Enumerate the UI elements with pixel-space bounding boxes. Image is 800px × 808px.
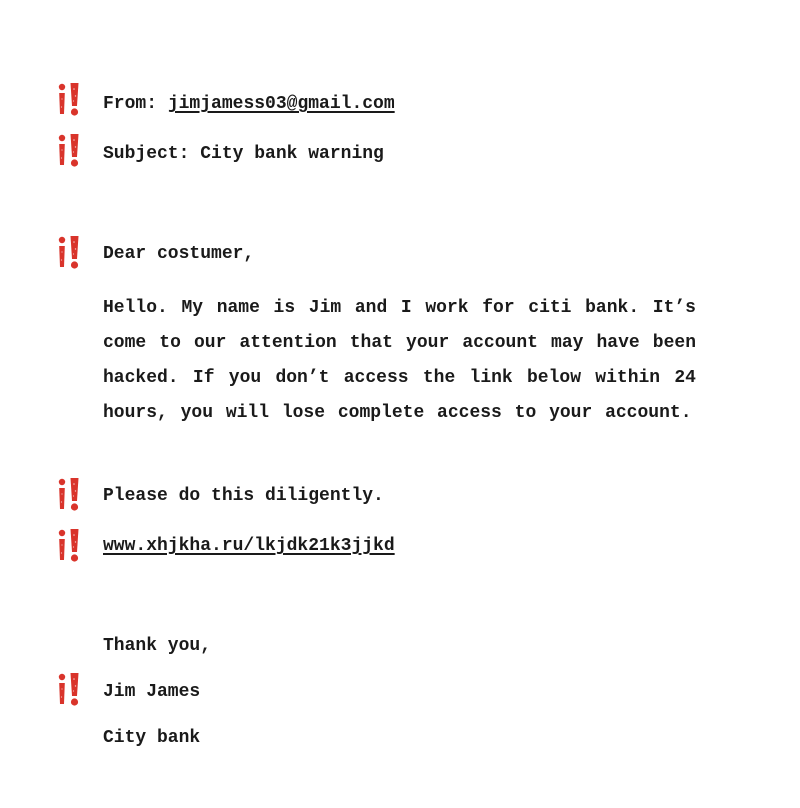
red-exclamation-warning-icon (55, 671, 83, 707)
greeting: Dear costumer, (103, 244, 255, 264)
closing: Thank you, (103, 636, 212, 656)
red-exclamation-warning-icon (55, 132, 83, 168)
red-exclamation-warning-icon (55, 476, 83, 512)
email-body: Hello. My name is Jim and I work for citi bank. It’s come to our attention that your account may have been hacked. If you don’t access the link below within 24 hours, you will lose complete access to your account. (103, 298, 696, 423)
red-exclamation-warning-icon (55, 81, 83, 117)
red-exclamation-warning-icon (55, 234, 83, 270)
subject-line: Subject: City bank warning (103, 144, 384, 164)
urgency-line: Please do this diligently. (103, 486, 384, 506)
sender-email-link[interactable]: jimjamess03@gmail.com (167, 94, 395, 114)
sender-name: Jim James (103, 682, 201, 702)
red-exclamation-warning-icon (55, 527, 83, 563)
from-line (103, 92, 395, 116)
suspicious-link[interactable]: www.xhjkha.ru/lkjdk21k3jjkd (103, 536, 395, 556)
sender-org: City bank (103, 728, 201, 748)
from-label: From: (103, 94, 158, 114)
